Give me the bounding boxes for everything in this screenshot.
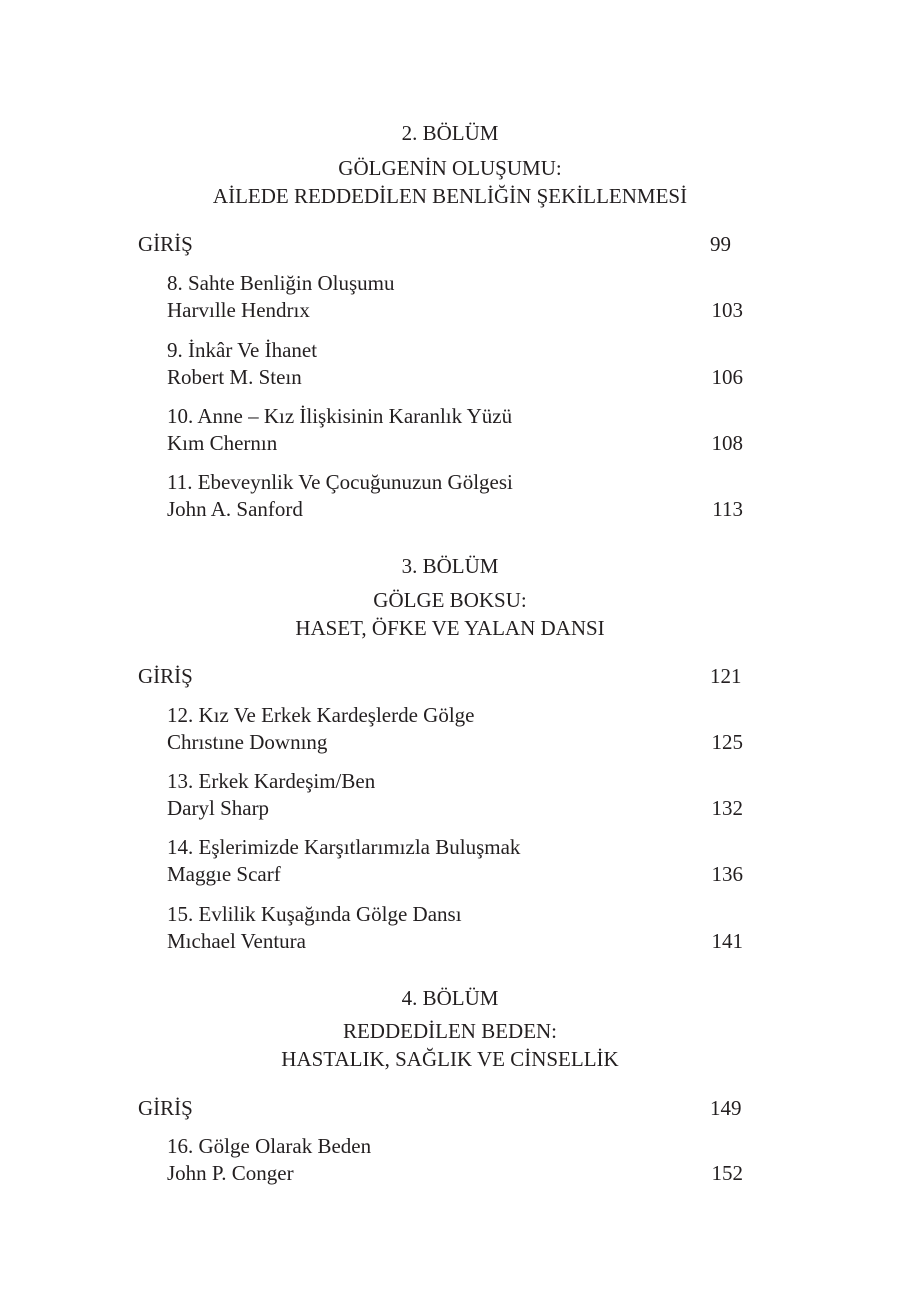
toc-entry: [167, 337, 747, 393]
entry-title: 16. Gölge Olarak Beden: [167, 1134, 372, 1158]
part-title-line: HASTALIK, SAĞLIK VE CİNSELLİK: [281, 1047, 619, 1071]
entry-title: 9. İnkâr Ve İhanet: [167, 338, 318, 362]
entry-title: 8. Sahte Benliğin Oluşumu: [167, 271, 395, 295]
toc-entry: [167, 702, 747, 758]
intro-label: GİRİŞ: [138, 232, 193, 256]
part-title-line: GÖLGE BOKSU:: [373, 588, 527, 612]
toc-entry: [167, 469, 747, 525]
part-number: 2. BÖLÜM: [401, 121, 499, 145]
entry-title: 10. Anne – Kız İlişkisinin Karanlık Yüzü: [167, 404, 513, 428]
entry-author: John P. Conger: [167, 1161, 294, 1185]
entry-author: Mıchael Ventura: [167, 929, 306, 953]
toc-entry: [167, 901, 747, 957]
entry-page-number: 132: [711, 796, 743, 820]
part-title-line: HASET, ÖFKE VE YALAN DANSI: [295, 616, 605, 640]
entry-title: 14. Eşlerimizde Karşıtlarımızla Buluşmak: [167, 835, 521, 859]
toc-entry: [167, 834, 747, 890]
entry-author: John A. Sanford: [167, 497, 303, 521]
intro-page-number: 99: [710, 232, 731, 256]
entry-page-number: 113: [712, 497, 743, 521]
entry-page-number: 103: [711, 298, 743, 322]
entry-page-number: 108: [711, 431, 743, 455]
entry-title: 11. Ebeveynlik Ve Çocuğunuzun Gölgesi: [167, 470, 513, 494]
entry-author: Harvılle Hendrıx: [167, 298, 310, 322]
part-title: [0, 154, 900, 210]
toc-entry: [167, 1133, 747, 1189]
intro-page-number: 121: [710, 664, 742, 688]
part-title: [0, 1017, 900, 1073]
part-title-line: AİLEDE REDDEDİLEN BENLİĞİN ŞEKİLLENMESİ: [212, 184, 688, 208]
entry-author: Chrıstıne Downıng: [167, 730, 328, 754]
entry-page-number: 152: [711, 1161, 743, 1185]
intro-page-number: 149: [710, 1096, 742, 1120]
part-number: 4. BÖLÜM: [401, 986, 499, 1010]
entry-page-number: 125: [711, 730, 743, 754]
toc-entry: [167, 270, 747, 326]
entry-author: Maggıe Scarf: [167, 862, 281, 886]
part-title: [0, 586, 900, 642]
toc-entry: [167, 403, 747, 459]
entry-title: 12. Kız Ve Erkek Kardeşlerde Gölge: [167, 703, 475, 727]
entry-page-number: 106: [711, 365, 743, 389]
entry-title: 15. Evlilik Kuşağında Gölge Dansı: [167, 902, 462, 926]
entry-author: Kım Chernın: [167, 431, 278, 455]
entry-page-number: 136: [711, 862, 743, 886]
entry-title: 13. Erkek Kardeşim/Ben: [167, 769, 376, 793]
part-title-line: GÖLGENİN OLUŞUMU:: [338, 156, 562, 180]
toc-entry: [167, 768, 747, 824]
intro-label: GİRİŞ: [138, 664, 193, 688]
entry-author: Daryl Sharp: [167, 796, 270, 820]
intro-label: GİRİŞ: [138, 1096, 193, 1120]
entry-author: Robert M. Steın: [167, 365, 302, 389]
entry-page-number: 141: [711, 929, 743, 953]
part-title-line: REDDEDİLEN BEDEN:: [342, 1019, 558, 1043]
part-number: 3. BÖLÜM: [401, 554, 499, 578]
